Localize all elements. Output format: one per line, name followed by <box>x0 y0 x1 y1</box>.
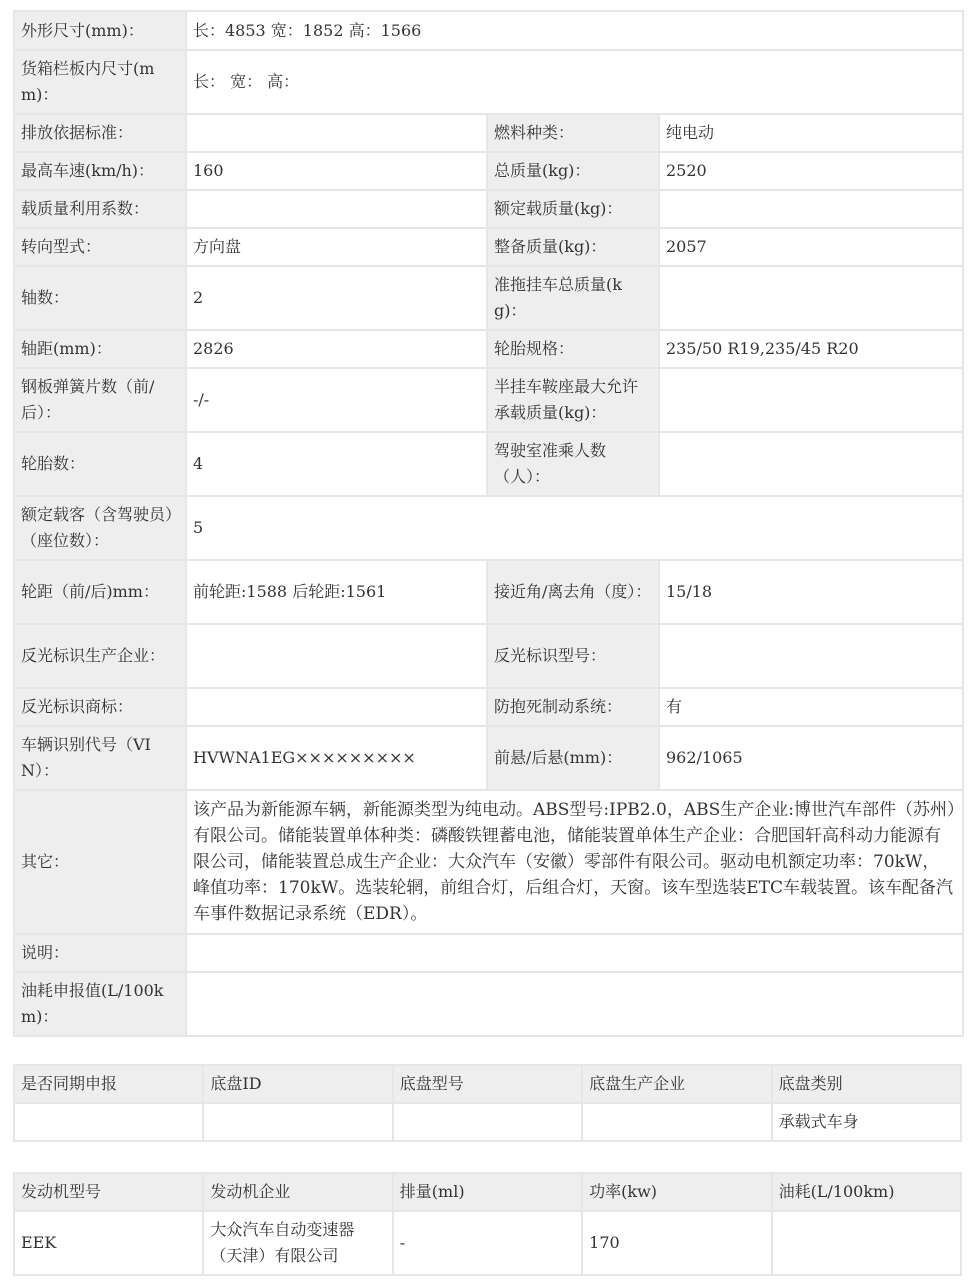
engine-header-cell: 发动机型号 <box>14 1173 203 1211</box>
engine-header-cell: 功率(kw) <box>582 1173 771 1211</box>
spec-row-emission <box>14 114 963 152</box>
speed-value: 160 <box>186 152 487 190</box>
engine-data-row <box>14 1211 961 1275</box>
engine-header-cell: 排量(ml) <box>393 1173 582 1211</box>
tires-label: 轮胎数： <box>14 432 186 496</box>
chassis-table <box>13 1064 962 1142</box>
other-value: 该产品为新能源车辆，新能源类型为纯电动。ABS型号:IPB2.0，ABS生产企业:博世汽车部件（苏州）有限公司。储能装置单体种类：磷酸铁锂蓄电池，储能装置单体生产企业：合肥国轩高科动力能源有限公司，储能装置总成生产企业：大众汽车（安徽）零部件有限公司。驱动电机额定功率：70kW，峰值功率：170kW。选装轮辋，前组合灯，后组合灯，天窗。该车型选装ETC车载装置。该车配备汽车事件数据记录系统（EDR）。 <box>186 790 963 934</box>
overhang-label: 前悬/后悬(mm)： <box>487 726 659 790</box>
chassis-cell <box>393 1103 582 1141</box>
saddle-label: 半挂车鞍座最大允许承载质量(kg)： <box>487 368 659 432</box>
overhang-value: 962/1065 <box>659 726 963 790</box>
note-value <box>186 934 963 972</box>
track-label: 轮距（前/后)mm： <box>14 560 186 624</box>
spec-row-wheelbase <box>14 330 963 368</box>
chassis-header-cell: 是否同期申报 <box>14 1065 203 1103</box>
spec-row-leaf <box>14 368 963 432</box>
angle-value: 15/18 <box>659 560 963 624</box>
engine-cell: - <box>393 1211 582 1275</box>
cab-value <box>659 432 963 496</box>
emission-label: 排放依据标准： <box>14 114 186 152</box>
tire-spec-value: 235/50 R19,235/45 R20 <box>659 330 963 368</box>
spec-row-note <box>14 934 963 972</box>
tire-spec-label: 轮胎规格： <box>487 330 659 368</box>
spec-row-dimensions <box>14 11 963 50</box>
angle-label: 接近角/离去角（度）： <box>487 560 659 624</box>
tires-value: 4 <box>186 432 487 496</box>
spec-row-track <box>14 560 963 624</box>
spec-row-fuel-consumption <box>14 972 963 1036</box>
spec-row-steering <box>14 228 963 266</box>
spec-row-reflect-brand <box>14 688 963 726</box>
engine-header-cell: 发动机企业 <box>203 1173 392 1211</box>
fuel-label: 燃料种类： <box>487 114 659 152</box>
engine-cell <box>772 1211 961 1275</box>
spec-row-speed <box>14 152 963 190</box>
cargo-label: 货箱栏板内尺寸(mm)： <box>14 50 186 114</box>
total-mass-value: 2520 <box>659 152 963 190</box>
emission-value <box>186 114 487 152</box>
chassis-cell <box>582 1103 771 1141</box>
curb-mass-value: 2057 <box>659 228 963 266</box>
engine-header-row <box>14 1173 961 1211</box>
other-label: 其它： <box>14 790 186 934</box>
passengers-label: 额定载客（含驾驶员）（座位数）： <box>14 496 186 560</box>
chassis-header-cell: 底盘型号 <box>393 1065 582 1103</box>
steering-value: 方向盘 <box>186 228 487 266</box>
chassis-cell <box>14 1103 203 1141</box>
passengers-value: 5 <box>186 496 963 560</box>
load-coef-value <box>186 190 487 228</box>
engine-header-cell: 油耗(L/100km) <box>772 1173 961 1211</box>
trailer-label: 准拖挂车总质量(kg)： <box>487 266 659 330</box>
chassis-data-row <box>14 1103 961 1141</box>
rated-load-value <box>659 190 963 228</box>
rated-load-label: 额定载质量(kg)： <box>487 190 659 228</box>
speed-label: 最高车速(km/h)： <box>14 152 186 190</box>
abs-value: 有 <box>659 688 963 726</box>
total-mass-label: 总质量(kg)： <box>487 152 659 190</box>
cargo-value: 长： 宽： 高： <box>186 50 963 114</box>
chassis-header-cell: 底盘生产企业 <box>582 1065 771 1103</box>
chassis-cell <box>203 1103 392 1141</box>
abs-label: 防抱死制动系统： <box>487 688 659 726</box>
steering-label: 转向型式： <box>14 228 186 266</box>
load-coef-label: 载质量利用系数： <box>14 190 186 228</box>
engine-cell: EEK <box>14 1211 203 1275</box>
dims-label: 外形尺寸(mm)： <box>14 11 186 50</box>
spec-row-passengers <box>14 496 963 560</box>
reflect-model-value <box>659 624 963 688</box>
leaf-value: -/- <box>186 368 487 432</box>
cab-label: 驾驶室准乘人数（人）： <box>487 432 659 496</box>
trailer-value <box>659 266 963 330</box>
spec-row-tires <box>14 432 963 496</box>
leaf-label: 钢板弹簧片数（前/后）： <box>14 368 186 432</box>
spec-row-reflect-mfr <box>14 624 963 688</box>
chassis-header-cell: 底盘类别 <box>772 1065 961 1103</box>
track-value: 前轮距:1588 后轮距:1561 <box>186 560 487 624</box>
reflect-brand-value <box>186 688 487 726</box>
curb-mass-label: 整备质量(kg)： <box>487 228 659 266</box>
engine-cell: 大众汽车自动变速器（天津）有限公司 <box>203 1211 392 1275</box>
reflect-mfr-label: 反光标识生产企业： <box>14 624 186 688</box>
chassis-header-row <box>14 1065 961 1103</box>
reflect-model-label: 反光标识型号： <box>487 624 659 688</box>
vin-label: 车辆识别代号（VIN）： <box>14 726 186 790</box>
engine-table <box>13 1172 962 1276</box>
fuel-cons-label: 油耗申报值(L/100km)： <box>14 972 186 1036</box>
spec-row-cargo <box>14 50 963 114</box>
saddle-value <box>659 368 963 432</box>
reflect-brand-label: 反光标识商标： <box>14 688 186 726</box>
axles-label: 轴数： <box>14 266 186 330</box>
fuel-value: 纯电动 <box>659 114 963 152</box>
spec-row-load <box>14 190 963 228</box>
wheelbase-label: 轴距(mm)： <box>14 330 186 368</box>
reflect-mfr-value <box>186 624 487 688</box>
engine-cell: 170 <box>582 1211 771 1275</box>
chassis-header-cell: 底盘ID <box>203 1065 392 1103</box>
chassis-cell: 承载式车身 <box>772 1103 961 1141</box>
note-label: 说明： <box>14 934 186 972</box>
fuel-cons-value <box>186 972 963 1036</box>
axles-value: 2 <box>186 266 487 330</box>
wheelbase-value: 2826 <box>186 330 487 368</box>
spec-row-other <box>14 790 963 934</box>
spec-row-vin <box>14 726 963 790</box>
vehicle-spec-table <box>13 10 964 1037</box>
spec-row-axles <box>14 266 963 330</box>
vin-value: HVWNA1EG××××××××× <box>186 726 487 790</box>
dims-value: 长：4853 宽：1852 高：1566 <box>186 11 963 50</box>
